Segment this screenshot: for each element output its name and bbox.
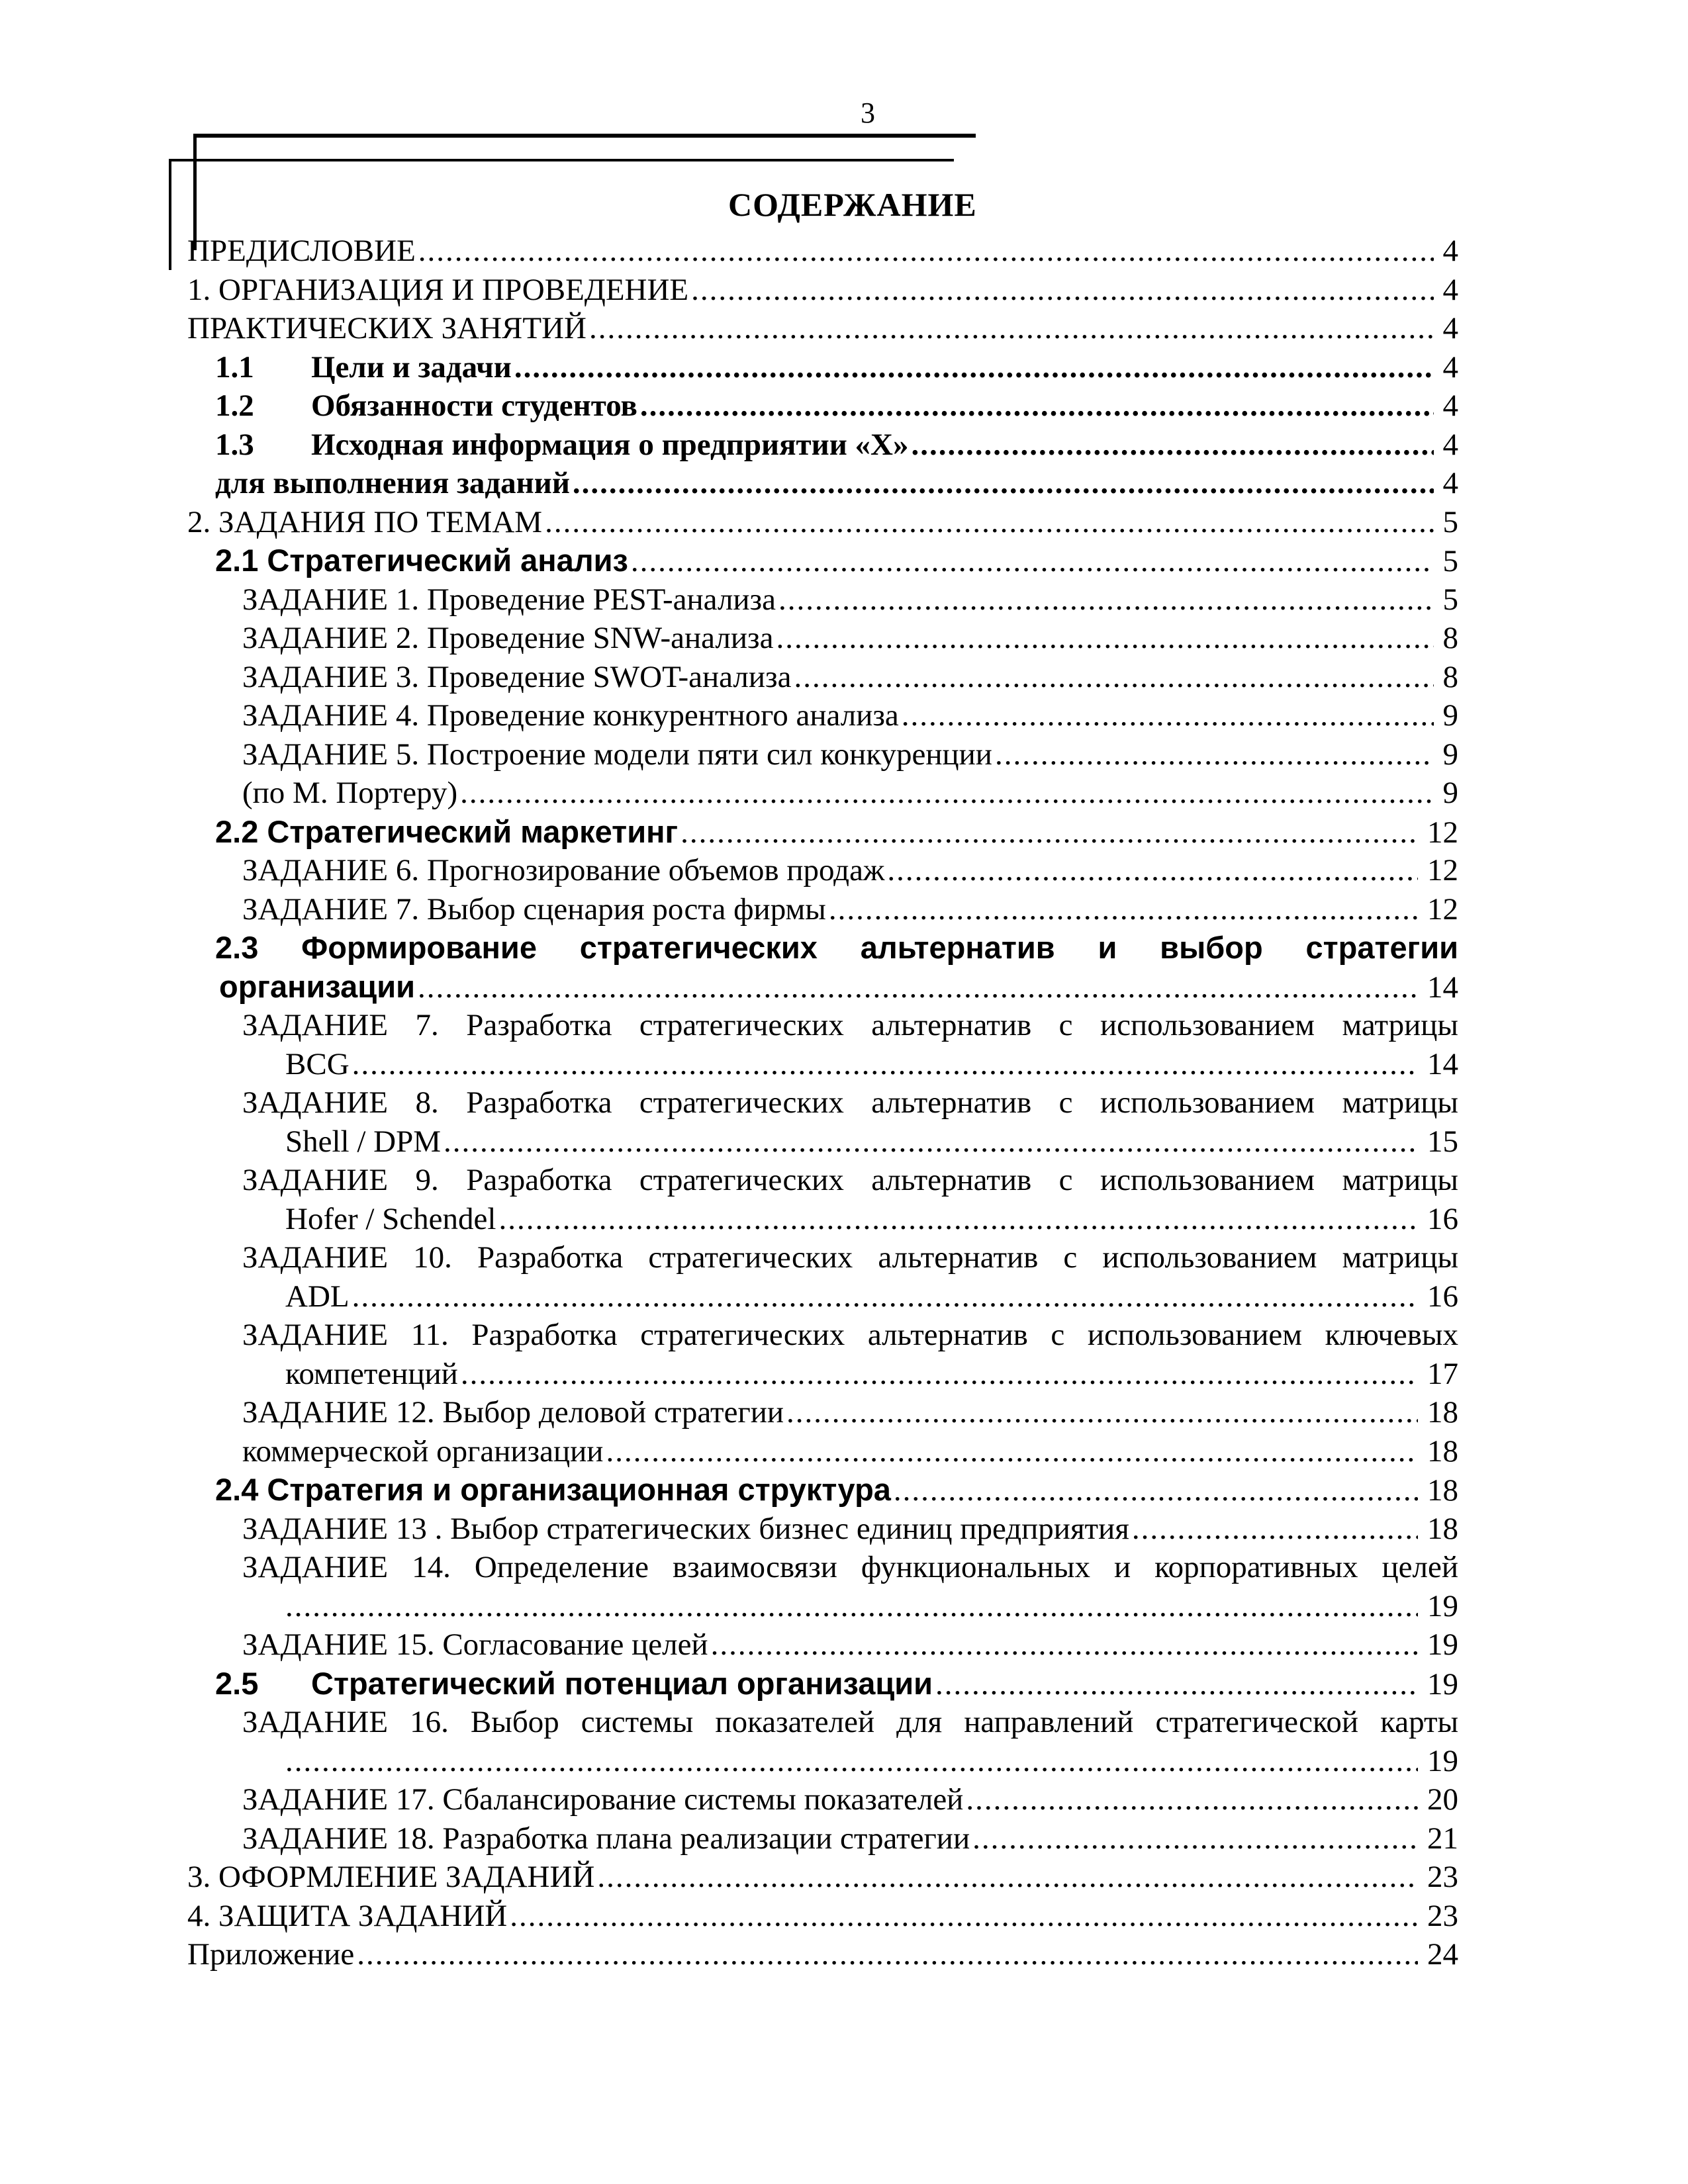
toc-entry-task-5-continued[interactable]: (по М. Портеру) ..... 9 bbox=[187, 774, 1458, 813]
toc-entry-2-5[interactable]: 2.5 Стратегический потенциал организации ..... 19 bbox=[187, 1664, 1458, 1704]
toc-entry-2-1[interactable]: 2.1 Стратегический анализ ..... 5 bbox=[187, 541, 1458, 580]
toc-title: СОДЕРЖАНИЕ bbox=[728, 186, 977, 223]
toc-entry-1-3[interactable]: 1.3 Исходная информация о предприятии «Х» ..... 4 bbox=[187, 426, 1458, 465]
dot-leader bbox=[514, 348, 1434, 387]
toc-entry-1-2[interactable]: 1.2 Обязанности студентов ..... 4 bbox=[187, 387, 1458, 426]
toc-entry-section-3[interactable]: 3. ОФОРМЛЕНИЕ ЗАДАНИЙ ..... 23 bbox=[187, 1858, 1458, 1897]
toc-entry-task-12[interactable]: ЗАДАНИЕ 12. Выбор деловой стратегии ..... 18 bbox=[187, 1393, 1458, 1432]
toc-entry-2-2[interactable]: 2.2 Стратегический маркетинг ..... 12 bbox=[187, 813, 1458, 852]
dot-leader bbox=[1132, 1510, 1418, 1549]
toc-entry-appendix[interactable]: Приложение ..... 24 bbox=[187, 1935, 1458, 1974]
dot-leader bbox=[776, 619, 1433, 658]
toc-entry-task-7b-continued[interactable]: BCG ..... 14 bbox=[187, 1045, 1458, 1084]
dot-leader bbox=[778, 580, 1434, 619]
dot-leader bbox=[640, 387, 1434, 426]
dot-leader bbox=[357, 1935, 1418, 1974]
frame-left-line-outer bbox=[169, 159, 171, 270]
dot-leader bbox=[498, 1200, 1418, 1239]
toc-entry-task-16-continued[interactable]: ..... 19 bbox=[187, 1742, 1458, 1781]
toc-entry-task-3[interactable]: ЗАДАНИЕ 3. Проведение SWOT-анализа ..... 8 bbox=[187, 658, 1458, 697]
toc-entry-task-14-continued[interactable]: ..... 19 bbox=[187, 1587, 1458, 1626]
dot-leader bbox=[606, 1432, 1418, 1471]
toc-entry-task-1[interactable]: ЗАДАНИЕ 1. Проведение PEST-анализа ..... 5 bbox=[187, 580, 1458, 619]
dot-leader bbox=[680, 813, 1418, 852]
toc-entry-task-15[interactable]: ЗАДАНИЕ 15. Согласование целей ..... 19 bbox=[187, 1625, 1458, 1664]
toc-entry-task-7b[interactable]: ЗАДАНИЕ 7. Разработка стратегических альтернатив с использованием матрицы bbox=[242, 1008, 1458, 1042]
toc-entry-task-16[interactable]: ЗАДАНИЕ 16. Выбор системы показателей для направлений стратегической карты bbox=[242, 1705, 1459, 1739]
dot-leader bbox=[894, 1471, 1418, 1510]
toc-entry-section-1[interactable]: 1. ОРГАНИЗАЦИЯ И ПРОВЕДЕНИЕ ..... 4 bbox=[187, 271, 1458, 310]
dot-leader bbox=[352, 1045, 1418, 1084]
toc-entry-section-4[interactable]: 4. ЗАЩИТА ЗАДАНИЙ ..... 23 bbox=[187, 1897, 1458, 1936]
dot-leader bbox=[285, 1742, 1418, 1781]
dot-leader bbox=[691, 271, 1433, 310]
toc-entry-task-10-continued[interactable]: ADL ..... 16 bbox=[187, 1277, 1458, 1316]
dot-leader bbox=[573, 464, 1434, 503]
dot-leader bbox=[972, 1819, 1418, 1858]
frame-second-line bbox=[169, 159, 954, 161]
toc-entry-1-1[interactable]: 1.1 Цели и задачи ..... 4 bbox=[187, 348, 1458, 387]
toc-entry-task-6[interactable]: ЗАДАНИЕ 6. Прогнозирование объемов продаж ..... 12 bbox=[187, 851, 1458, 890]
dot-leader bbox=[510, 1897, 1418, 1936]
dot-leader bbox=[786, 1393, 1418, 1432]
toc-entry-task-9-continued[interactable]: Hofer / Schendel ..... 16 bbox=[187, 1200, 1458, 1239]
dot-leader bbox=[545, 503, 1433, 542]
dot-leader bbox=[589, 309, 1434, 348]
toc-entry-task-10[interactable]: ЗАДАНИЕ 10. Разработка стратегических альтернатив с использованием матрицы bbox=[242, 1240, 1459, 1275]
dot-leader bbox=[794, 658, 1433, 697]
toc-entry-task-5[interactable]: ЗАДАНИЕ 5. Построение модели пяти сил конкуренции ..... 9 bbox=[187, 735, 1458, 774]
frame-top-line bbox=[193, 134, 976, 138]
dot-leader bbox=[631, 542, 1434, 581]
toc-entry-task-12-continued[interactable]: коммерческой организации ..... 18 bbox=[187, 1432, 1458, 1471]
toc-entry-task-9[interactable]: ЗАДАНИЕ 9. Разработка стратегических альтернатив с использованием матрицы bbox=[242, 1163, 1458, 1197]
toc-entry-task-8[interactable]: ЗАДАНИЕ 8. Разработка стратегических альтернатив с использованием матрицы bbox=[242, 1085, 1458, 1120]
dot-leader bbox=[902, 696, 1434, 735]
dot-leader bbox=[285, 1587, 1418, 1626]
dot-leader bbox=[995, 735, 1434, 774]
dot-leader bbox=[461, 1355, 1418, 1394]
toc-entry-2-3[interactable]: 2.3 Формирование стратегических альтернатив и выбор стратегии bbox=[215, 930, 1458, 965]
toc-entry-task-4[interactable]: ЗАДАНИЕ 4. Проведение конкурентного анализа ..... 9 bbox=[187, 696, 1458, 735]
dot-leader bbox=[444, 1122, 1418, 1161]
toc-entry-task-11[interactable]: ЗАДАНИЕ 11. Разработка стратегических альтернатив с использованием ключевых bbox=[242, 1318, 1459, 1352]
dot-leader bbox=[887, 851, 1418, 890]
dot-leader bbox=[829, 890, 1418, 929]
dot-leader bbox=[911, 426, 1433, 465]
toc-entry-task-2[interactable]: ЗАДАНИЕ 2. Проведение SNW-анализа ..... 8 bbox=[187, 619, 1458, 658]
toc-entry-task-8-continued[interactable]: Shell / DPM ..... 15 bbox=[187, 1122, 1458, 1161]
dot-leader bbox=[966, 1780, 1418, 1819]
toc-entry-task-18[interactable]: ЗАДАНИЕ 18. Разработка плана реализации стратегии ..... 21 bbox=[187, 1819, 1458, 1858]
toc-entry-section-2[interactable]: 2. ЗАДАНИЯ ПО ТЕМАМ ..... 5 bbox=[187, 503, 1458, 542]
dot-leader bbox=[418, 968, 1418, 1007]
dot-leader bbox=[711, 1625, 1418, 1664]
dot-leader bbox=[418, 232, 1434, 271]
dot-leader bbox=[352, 1277, 1418, 1316]
dot-leader bbox=[460, 774, 1433, 813]
toc-entry-task-7a[interactable]: ЗАДАНИЕ 7. Выбор сценария роста фирмы ..... 12 bbox=[187, 890, 1458, 929]
dot-leader bbox=[597, 1858, 1418, 1897]
toc-entry-task-11-continued[interactable]: компетенций ..... 17 bbox=[187, 1355, 1458, 1394]
toc-entry-task-13[interactable]: ЗАДАНИЕ 13 . Выбор стратегических бизнес единиц предприятия ..... 18 bbox=[187, 1510, 1458, 1549]
toc-entry-2-3-continued[interactable]: организации ..... 14 bbox=[187, 968, 1458, 1007]
toc-entry-task-14[interactable]: ЗАДАНИЕ 14. Определение взаимосвязи функциональных и корпоративных целей bbox=[242, 1550, 1459, 1584]
dot-leader bbox=[935, 1665, 1418, 1704]
table-of-contents bbox=[187, 232, 1458, 1974]
toc-entry-preface[interactable]: ПРЕДИСЛОВИЕ ..... 4 bbox=[187, 232, 1458, 271]
toc-entry-section-1-continued[interactable]: ПРАКТИЧЕСКИХ ЗАНЯТИЙ ..... 4 bbox=[187, 309, 1458, 348]
toc-entry-1-3-continued[interactable]: для выполнения заданий ..... 4 bbox=[187, 464, 1458, 503]
page-number: 3 bbox=[861, 97, 875, 129]
toc-entry-2-4[interactable]: 2.4 Стратегия и организационная структура ..... 18 bbox=[187, 1471, 1458, 1510]
toc-entry-task-17[interactable]: ЗАДАНИЕ 17. Сбалансирование системы показателей ..... 20 bbox=[187, 1780, 1458, 1819]
